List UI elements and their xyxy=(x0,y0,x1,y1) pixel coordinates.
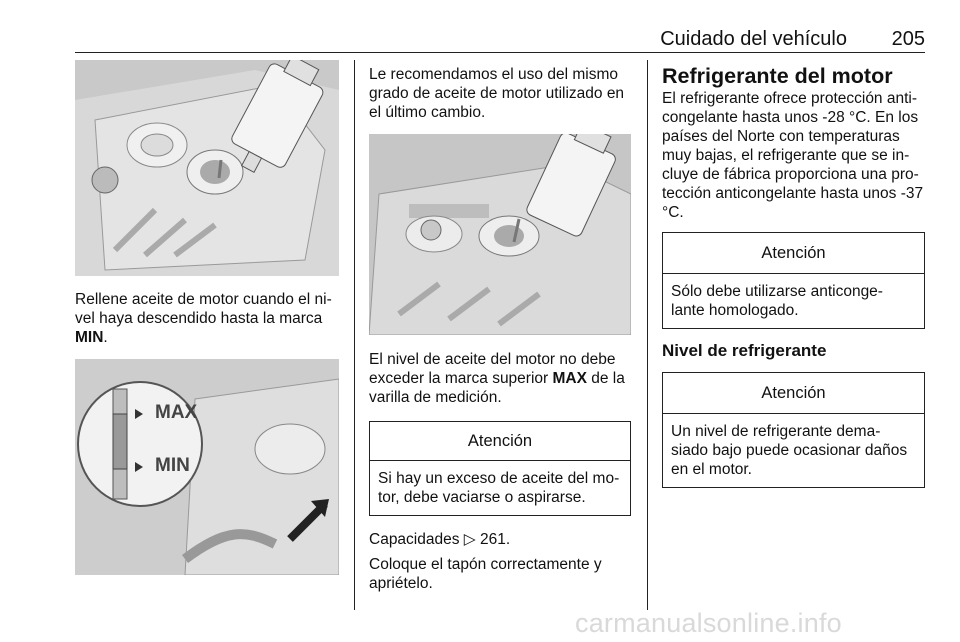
cap-instruction: Coloque el tapón correctamente y apriételo. xyxy=(369,556,602,592)
coolant-level-heading: Nivel de refrigerante xyxy=(662,341,827,360)
dipstick-min-label: MIN xyxy=(155,455,190,476)
oil-warning-title: Atención xyxy=(370,422,630,461)
column-1 xyxy=(75,60,339,575)
oil-filling-illustration xyxy=(75,60,339,276)
section-title: Cuidado del vehículo xyxy=(660,28,847,50)
page-number: 205 xyxy=(891,28,925,50)
coolant-body: El refrigerante ofrece protección anti-congelante hasta unos -28 °C. En los países del Norte con temperaturas muy bajas, el refrigerante que se in-cluye de fábrica proporciona una pro-tección anticongelante hasta unos -37 °C. xyxy=(662,90,924,221)
coolant-warning-1-title: Atención xyxy=(663,233,924,274)
column-divider-1 xyxy=(354,60,355,610)
coolant-warning-2-body: Un nivel de refrigerante dema-siado bajo puede ocasionar daños en el motor. xyxy=(671,423,908,478)
oil-warning-box xyxy=(369,421,631,516)
oil-fill-caption: Rellene aceite de motor cuando el ni-vel haya descendido hasta la marca MIN. xyxy=(75,291,332,346)
coolant-warning-box-2 xyxy=(662,372,925,488)
column-divider-2 xyxy=(647,60,648,610)
oil-cap-illustration xyxy=(369,134,631,335)
coolant-heading: Refrigerante del motor xyxy=(662,64,893,88)
capacities-reference: Capacidades ▷ 261. xyxy=(369,531,511,548)
oil-warning-body: Si hay un exceso de aceite del mo-tor, debe vaciarse o aspirarse. xyxy=(378,470,620,506)
coolant-warning-box-1 xyxy=(662,232,925,329)
page-header xyxy=(75,24,925,53)
coolant-warning-2-title: Atención xyxy=(663,373,924,414)
dipstick-illustration xyxy=(75,359,339,575)
watermark: carmanualsonline.info xyxy=(575,608,842,638)
oil-level-text: El nivel de aceite del motor no debe exceder la marca superior MAX de la varilla de medición. xyxy=(369,351,625,406)
page-reference-icon: ▷ xyxy=(463,531,476,548)
coolant-warning-1-body: Sólo debe utilizarse anticonge-lante homologado. xyxy=(671,283,883,319)
column-2 xyxy=(369,60,631,593)
dipstick-max-label: MAX xyxy=(155,402,198,423)
oil-grade-recommendation: Le recomendamos el uso del mismo grado de aceite de motor utilizado en el último cambio. xyxy=(369,66,625,121)
column-3 xyxy=(662,60,925,488)
